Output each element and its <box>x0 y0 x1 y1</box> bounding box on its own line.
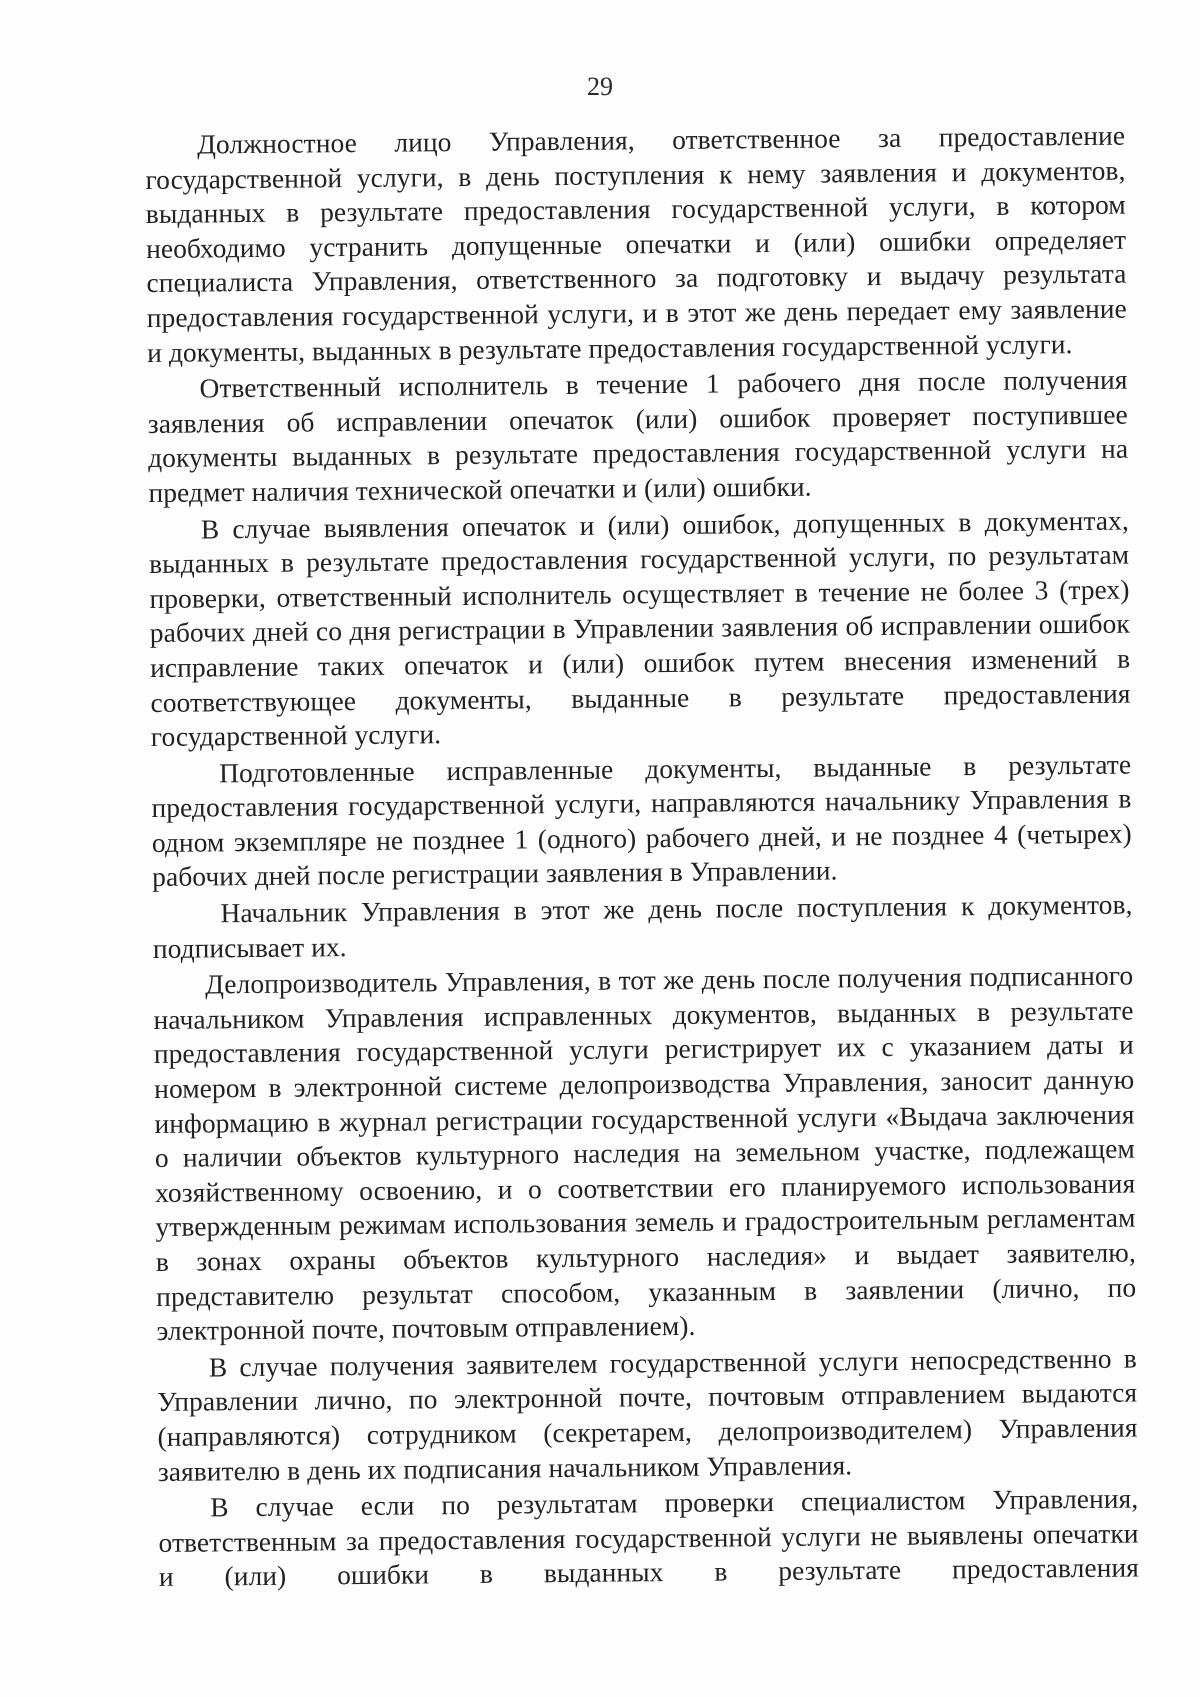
paragraph-corrected-documents: Подготовленные исправленные документы, выданные в результате предоставления государственной услуги, направляются начальнику Управления в одном экземпляре не позднее 1 (одного) рабочего дней, и не позднее 4 (четырех) рабочих дней после регистрации заявления в Управлении. <box>151 749 1132 893</box>
paragraph-delivery-to-applicant: В случае получения заявителем государственной услуги непосредственно в Управлении лично, по электронной почте, почтовым отправлением выдаются (направляются) сотрудником (секретарем, делопроизводителем) Управления заявителю в день их подписания начальником Управления. <box>157 1343 1138 1487</box>
document-body <box>145 119 1139 1597</box>
paragraph-no-errors-found: В случае если по результатам проверки специалистом Управления, ответственным за предоставления государственной услуги не выявлены опечатки и (или) ошибки в выданных в результате предоставления <box>158 1483 1140 1593</box>
paragraph-executor-check: Ответственный исполнитель в течение 1 рабочего дня после получения заявления об исправлении опечаток (или) ошибок проверяет поступившее документы выданных в результате предоставления государственной услуги на предмет наличия технической опечатки и (или) ошибки. <box>147 364 1129 508</box>
paragraph-head-signs: Начальник Управления в этот же день после поступления к документов, подписывает их. <box>152 889 1133 964</box>
paragraph-responsible-official: Должностное лицо Управления, ответственное за предоставление государственной услуги, в день поступления к нему заявления и документов, выданных в результате предоставления государственной услуги, в котором необходимо устранить допущенные опечатки и (или) ошибки определяет специалиста Управления, ответственного за подготовку и выдачу результата предоставления государственной услуги, и в этот же день передает ему заявление и документы, выданных в результате предоставления государственной услуги. <box>145 120 1127 368</box>
paragraph-error-correction: В случае выявления опечаток и (или) ошибок, допущенных в документах, выданных в результате предоставления государственной услуги, по результатам проверки, ответственный исполнитель осуществляет в течение не более 3 (трех) рабочих дней со дня регистрации в Управлении заявления об исправлении ошибок исправление таких опечаток и (или) ошибок путем внесения изменений в соответствующее документы, выданные в результате предоставления государственной услуги. <box>149 505 1131 753</box>
page-number: 29 <box>587 72 613 101</box>
paragraph-clerk-registration: Делопроизводитель Управления, в тот же день после получения подписанного начальником Управления исправленных документов, выданных в результате предоставления государственной услуги регистрирует их с указанием даты и номером в электронной системе делопроизводства Управления, заносит данную информацию в журнал регистрации государственной услуги «Выдача заключения о наличии объектов культурного наследия на земельном участке, подлежащем хозяйственному освоению, и о соответствии его планируемого использования утвержденным режимам использования земель и градостроительным регламентам в зонах охраны объектов культурного наследия» и выдает заявителю, представителю результат способом, указанным в заявлении (лично, по электронной почте, почтовым отправлением). <box>153 960 1137 1347</box>
